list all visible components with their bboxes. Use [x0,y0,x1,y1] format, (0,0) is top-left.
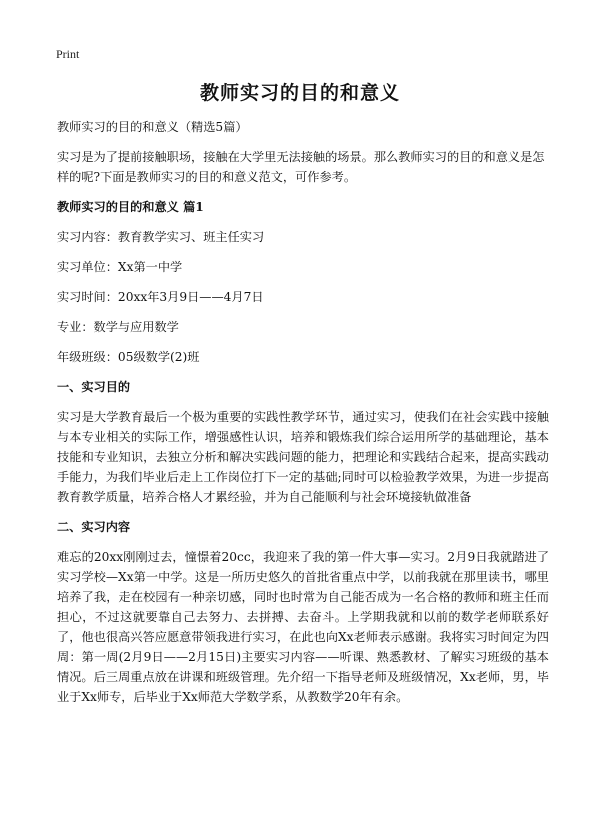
info-line: 专业：数学与应用数学 [57,320,179,334]
article-body [57,117,549,717]
info-line: 实习内容：教育教学实习、班主任实习 [57,230,265,244]
info-line: 年级班级：05级数学(2)班 [57,350,200,364]
info-line: 实习单位：Xx第一中学 [57,260,183,274]
intro-paragraph: 实习是为了提前接触职场，接触在大学里无法接触的场景。那么教师实习的目的和意义是怎样的呢?下面是教师实习的目的和意义范文，可作参考。 [57,150,545,184]
section-paragraph-purpose: 实习是大学教育最后一个极为重要的实践性教学环节，通过实习，使我们在社会实践中接触与本专业相关的实际工作，增强感性认识，培养和锻炼我们综合运用所学的基础理论，基本技能和专业知识，去独立分析和解决实践问题的能力，把理论和实践结合起来，提高实践动手能力，为我们毕业后走上工作岗位打下一定的基础;同时可以检验教学效果，为进一步提高教育教学质量，培养合格人才累经验，并为自己能顺利与社会环境接轨做准备 [57,410,549,504]
section-paragraph-content: 难忘的20xx刚刚过去，憧憬着20cc，我迎来了我的第一件大事—实习。2月9日我就踏进了实习学校—Xx第一中学。这是一所历史悠久的首批省重点中学，以前我就在那里读书，哪里培养了我，走在校园有一种亲切感，同时也时常为自己能否成为一名合格的教师和班主任而担心，不过这就要靠自己去努力、去拼搏、去奋斗。上学期我就和以前的数学老师联系好了，他也很高兴答应愿意带领我进行实习，在此也向Xx老师表示感谢。我将实习时间定为四周：第一周(2月9日——2月15日)主要实习内容——听课、熟悉教材、了解实习班级的基本情况。后三周重点放在讲课和班级管理。先介绍一下指导老师及班级情况，Xx老师，男，毕业于Xx师专，后毕业于Xx师范大学数学系，从教数学20年有余。 [57,550,550,704]
section-title-purpose: 一、实习目的 [57,380,131,394]
info-line: 实习时间：20xx年3月9日——4月7日 [57,290,264,304]
article-heading: 教师实习的目的和意义 篇1 [57,200,204,214]
page-title: 教师实习的目的和意义 [199,82,400,104]
section-title-content: 二、实习内容 [57,520,131,534]
print-link[interactable]: Print [56,47,80,61]
article-subtitle: 教师实习的目的和意义（精选5篇） [57,120,248,134]
